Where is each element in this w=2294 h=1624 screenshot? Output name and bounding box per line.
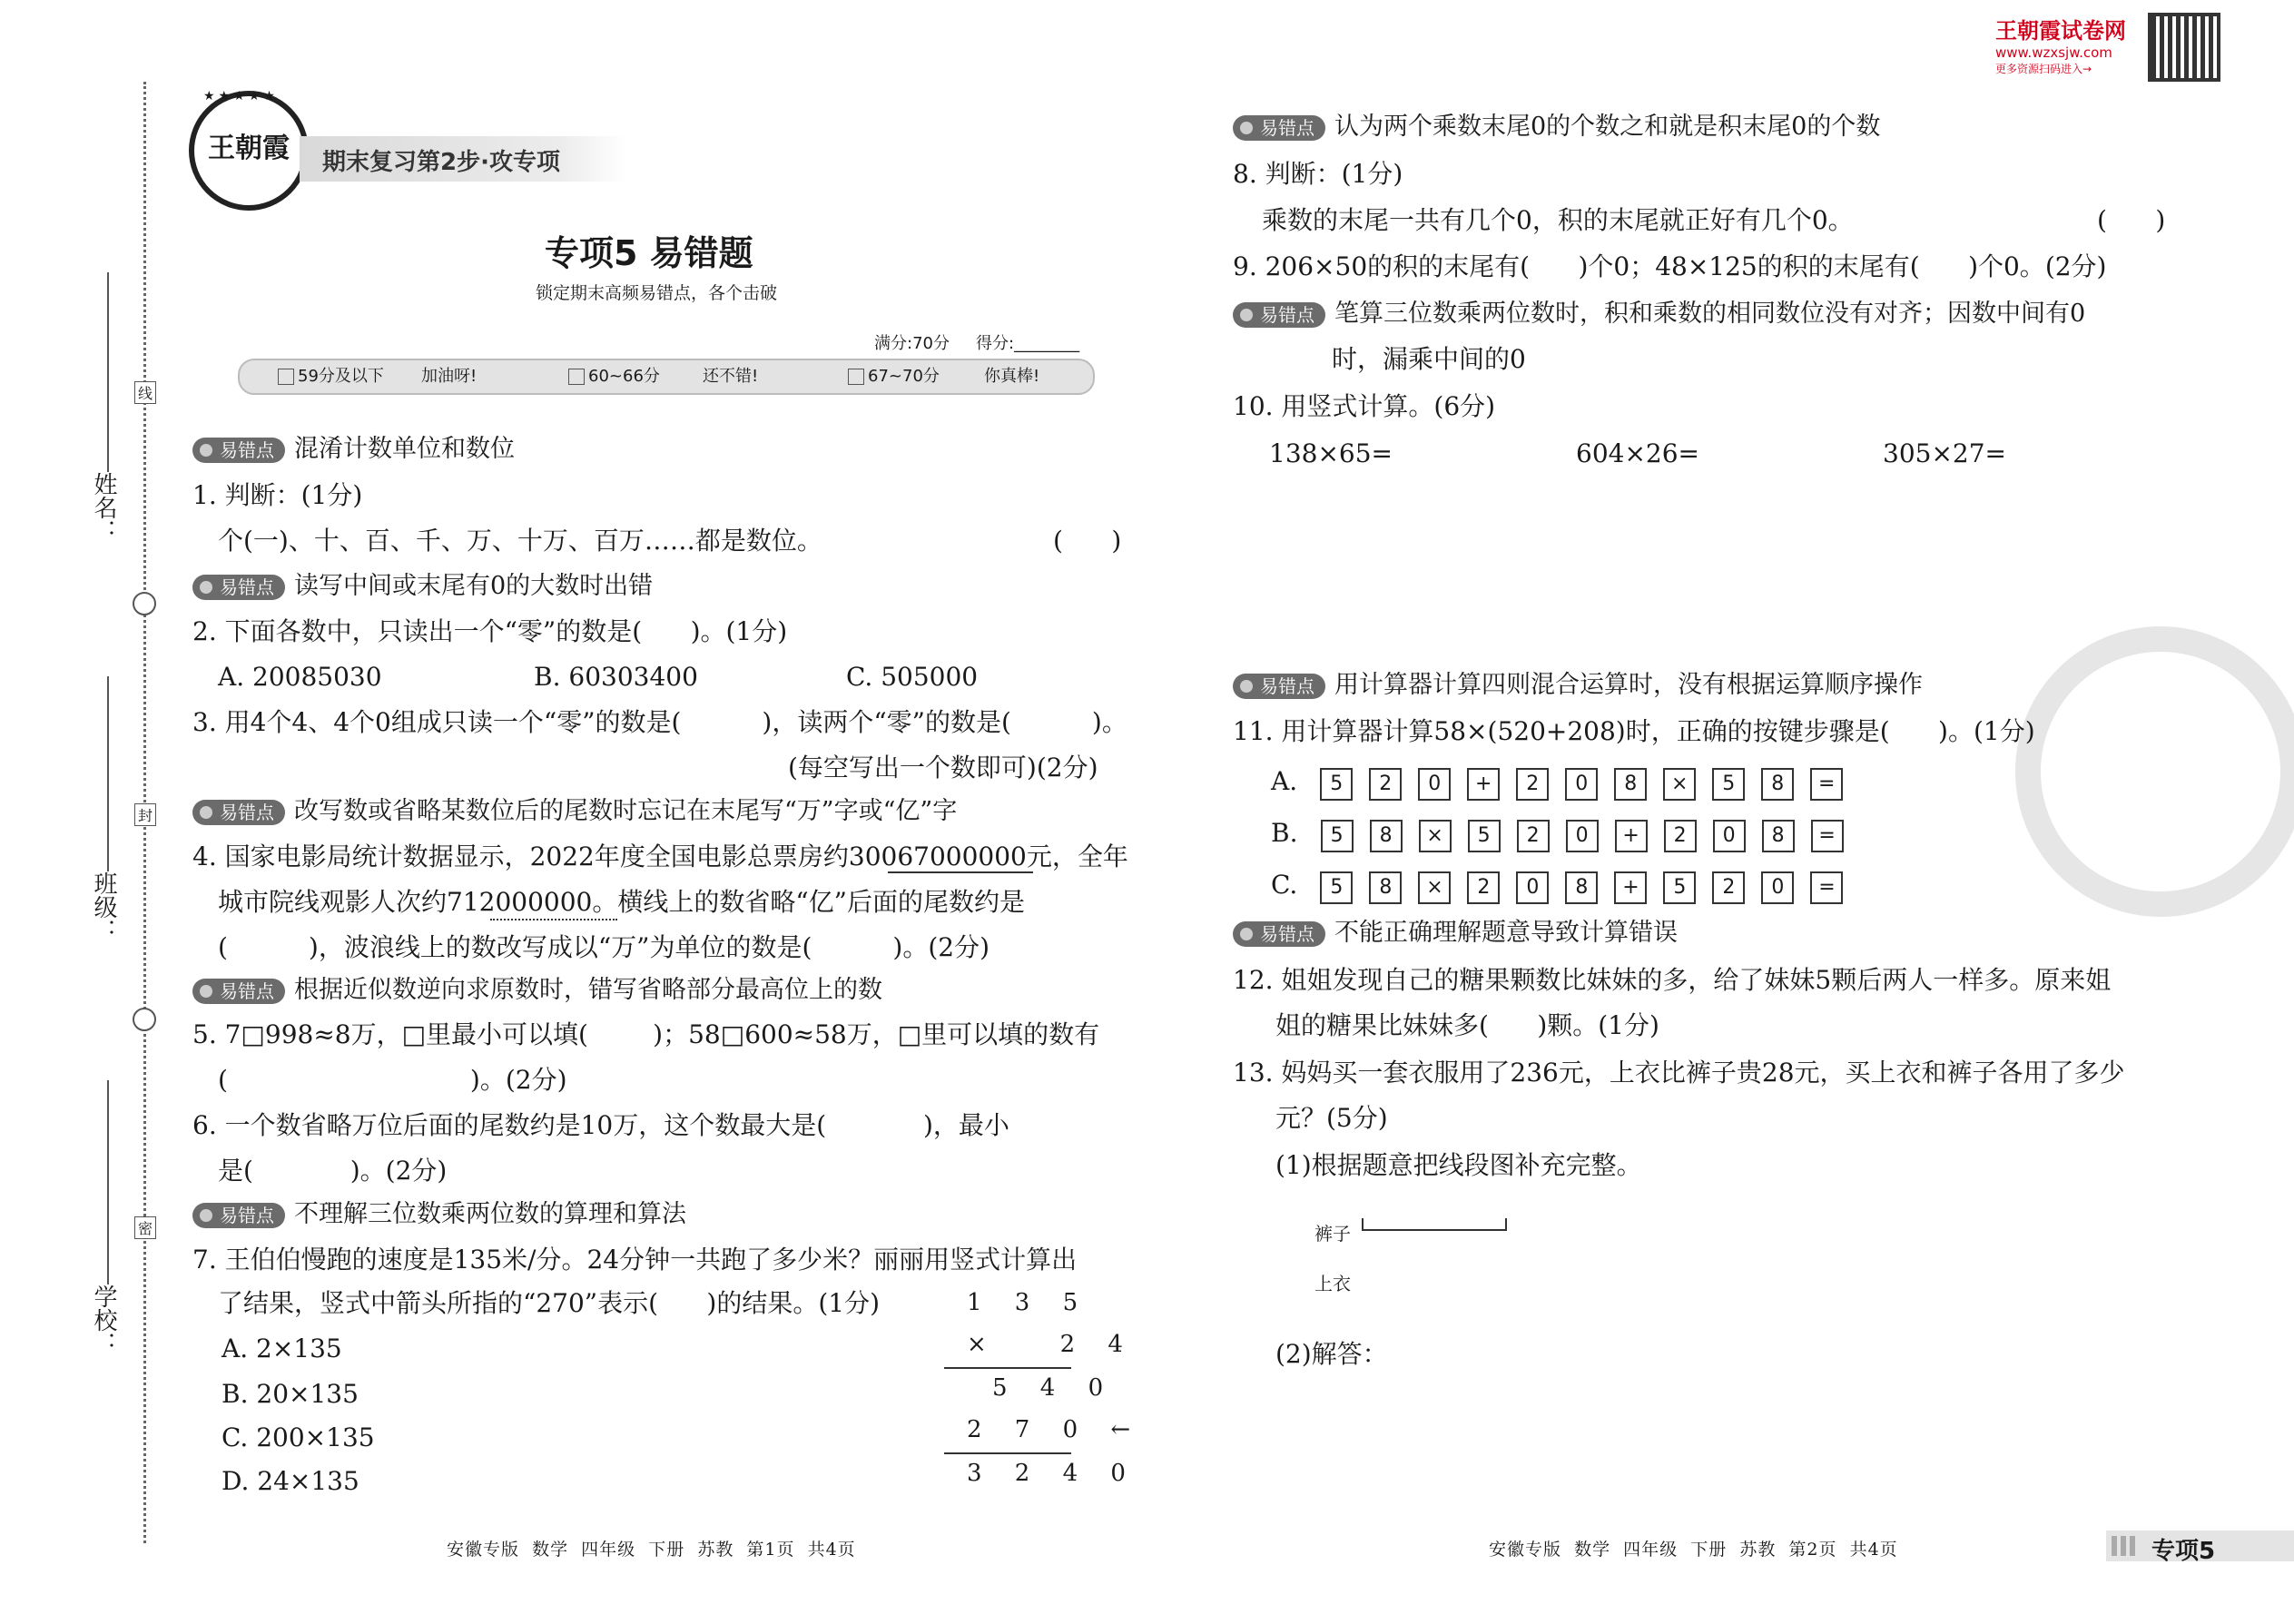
calculator-key: 8 (1565, 871, 1598, 904)
q11-option-b[interactable]: B. 5 8 × 5 2 0 + 2 0 8 = (1271, 817, 1860, 852)
calculator-key: 8 (1761, 768, 1794, 801)
score-level-1[interactable]: 59分及以下 (278, 360, 384, 393)
calculator-key: 0 (1566, 820, 1599, 852)
calculator-key: = (1811, 820, 1844, 852)
error-point-1: 易错点 混淆计数单位和数位 (192, 433, 515, 466)
q12-line2: 姐的糖果比妹妹多( )颗。(1分) (1275, 1010, 1659, 1040)
calc-rule (944, 1367, 1071, 1369)
calculator-key: + (1615, 820, 1648, 852)
calculator-key: 5 (1320, 871, 1353, 904)
site-url: www.wzxsjw.com (1995, 44, 2112, 61)
key-row-a (1320, 773, 1859, 795)
q1-answer-blank[interactable]: ( ) (1053, 526, 1122, 556)
q11-head: 11. 用计算器计算58×(520+208)时，正确的按键步骤是( )。(1分) (1233, 716, 2035, 746)
q4-wavy-line (490, 915, 617, 920)
calculator-key: 0 (1713, 820, 1746, 852)
calculator-key: 0 (1418, 768, 1451, 801)
calculator-key: 2 (1467, 871, 1500, 904)
calculator-key: × (1418, 871, 1451, 904)
q8-body: 乘数的末尾一共有几个0，积的末尾就正好有几个0。 (1262, 205, 1854, 235)
error-point-8: 易错点 用计算器计算四则混合运算时，没有根据运算顺序操作 (1233, 669, 1923, 702)
q11-option-c[interactable]: C. 5 8 × 2 0 8 + 5 2 0 = (1271, 869, 1859, 904)
site-name: 王朝霞试卷网 (1995, 18, 2126, 44)
cut-mark-seal: 封 (134, 803, 156, 826)
page-title: 专项5 易错题 (545, 233, 753, 273)
key-row-b (1321, 824, 1860, 847)
q6-line2: 是( )。(2分) (218, 1156, 448, 1186)
error-point-7-cont: 时，漏乘中间的0 (1332, 344, 1526, 374)
q4-underline (888, 871, 1033, 873)
calc-row-1: 1 3 5 (967, 1289, 1091, 1316)
school-underline (107, 1080, 109, 1284)
scissors-icon (133, 592, 156, 615)
calculator-key: 2 (1516, 768, 1549, 801)
full-score: 满分:70分 (874, 334, 950, 353)
calculator-key: 0 (1516, 871, 1549, 904)
q4-line3: ( )，波浪线上的数改写成以“万”为单位的数是( )。(2分) (218, 932, 989, 962)
calculator-key: 2 (1712, 871, 1745, 904)
calc-row-4: 2 7 0 ← (967, 1416, 1144, 1443)
q5-line2: ( )。(2分) (218, 1065, 567, 1095)
q2-option-c[interactable]: C. 505000 (846, 662, 979, 692)
q7-option-a[interactable]: A. 2×135 (222, 1334, 342, 1363)
right-footer: 安徽专版 数学 四年级 下册 苏教 第2页 共4页 (1489, 1540, 1898, 1560)
error-point-5: 易错点 不理解三位数乘两位数的算理和算法 (192, 1198, 686, 1231)
calculator-key: 2 (1664, 820, 1697, 852)
site-hint: 更多资源扫码进入→ (1995, 63, 2092, 75)
error-tag: 易错点 (192, 438, 285, 463)
calculator-key: 5 (1663, 871, 1696, 904)
header-banner-text: 期末复习第2步·攻专项 (322, 149, 560, 176)
cut-mark-secret: 密 (134, 1216, 156, 1239)
calculator-key: = (1810, 871, 1843, 904)
q7-line1: 7. 王伯伯慢跑的速度是135米/分。24分钟一共跑了多少米？丽丽用竖式计算出 (192, 1245, 1078, 1275)
q12-line1: 12. 姐姐发现自己的糖果颗数比妹妹的多，给了妹妹5颗后两人一样多。原来姐 (1233, 965, 2112, 995)
score-level-3[interactable]: 67~70分 (848, 360, 940, 393)
cut-mark-line: 线 (134, 381, 156, 404)
page-subtitle: 锁定期末高频易错点，各个击破 (536, 283, 778, 303)
q7-option-b[interactable]: B. 20×135 (222, 1379, 359, 1409)
segment-label-coat: 上衣 (1314, 1273, 1351, 1294)
calc-row-2: × 2 4 (967, 1331, 1136, 1358)
calculator-key: 8 (1614, 768, 1647, 801)
calculator-key: 0 (1761, 871, 1794, 904)
q7-line2: 了结果，竖式中箭头所指的“270”表示( )的结果。(1分) (218, 1288, 880, 1318)
calculator-key: 0 (1565, 768, 1598, 801)
q13-sub2: (2)解答： (1275, 1339, 1388, 1369)
q3-line1: 3. 用4个4、4个0组成只读一个“零”的数是( )，读两个“零”的数是( )。 (192, 707, 1127, 737)
site-logo (1995, 13, 2126, 76)
calc-row-3: 5 4 0 (992, 1374, 1117, 1402)
qr-code-icon[interactable] (2148, 13, 2220, 82)
q9: 9. 206×50的积的末尾有( )个0；48×125的积的末尾有( )个0。(2分) (1233, 251, 2107, 281)
q4-line2: 城市院线观影人次约712000000。横线上的数省略“亿”后面的尾数约是 (218, 887, 1025, 917)
class-label: 班级： (90, 871, 117, 942)
score-comment-3: 你真棒! (984, 367, 1040, 386)
header-banner (300, 136, 626, 182)
corner-label: 专项5 (2151, 1538, 2216, 1565)
q10-item-3: 305×27= (1883, 438, 2006, 468)
segment-pants[interactable] (1362, 1218, 1507, 1231)
calculator-key: × (1663, 768, 1696, 801)
error-point-2: 易错点 读写中间或末尾有0的大数时出错 (192, 570, 653, 603)
calculator-key: + (1614, 871, 1647, 904)
calculator-key: × (1419, 820, 1452, 852)
calculator-key: 5 (1320, 768, 1353, 801)
calculator-key: 8 (1762, 820, 1795, 852)
logo-text: 王朝霞 (208, 133, 290, 164)
name-underline (107, 272, 109, 472)
calculator-key: 8 (1370, 820, 1403, 852)
q1-head: 1. 判断：(1分) (192, 480, 363, 510)
calculator-key: 2 (1517, 820, 1550, 852)
score-comment-2: 还不错! (703, 367, 759, 386)
class-underline (107, 676, 109, 871)
q2-option-b[interactable]: B. 60303400 (534, 662, 698, 692)
calculator-key: 2 (1369, 768, 1402, 801)
error-point-9: 易错点 不能正确理解题意导致计算错误 (1233, 917, 1678, 950)
q3-line2: (每空写出一个数即可)(2分) (788, 753, 1098, 782)
error-point-6: 易错点 认为两个乘数末尾0的个数之和就是积末尾0的个数 (1233, 111, 1880, 143)
calculator-key: 5 (1712, 768, 1745, 801)
calculator-key: = (1810, 768, 1843, 801)
watermark-seal (2015, 626, 2294, 917)
logo-crown-icon: ★★★★★ (203, 89, 279, 103)
q11-option-a[interactable]: A. 5 2 0 + 2 0 8 × 5 8 = (1271, 765, 1859, 801)
q8-head: 8. 判断：(1分) (1233, 159, 1403, 189)
q7-option-c[interactable]: C. 200×135 (222, 1422, 375, 1452)
q10-item-1: 138×65= (1269, 438, 1393, 468)
error-point-3: 易错点 改写数或省略某数位后的尾数时忘记在末尾写“万”字或“亿”字 (192, 795, 957, 828)
q10-head: 10. 用竖式计算。(6分) (1233, 391, 1496, 421)
error-point-7: 易错点 笔算三位数乘两位数时，积和乘数的相同数位没有对齐；因数中间有0 (1233, 298, 2085, 330)
corner-grid-icon (2112, 1536, 2139, 1556)
q5-line1: 5. 7□998≈8万，□里最小可以填( )；58□600≈58万，□里可以填的数有 (192, 1019, 1100, 1049)
q13-line2: 元？(5分) (1275, 1103, 1388, 1133)
calculator-key: + (1467, 768, 1500, 801)
calc-row-5: 3 2 4 0 (967, 1460, 1138, 1487)
scissors-icon (133, 1008, 156, 1031)
q7-option-d[interactable]: D. 24×135 (222, 1466, 359, 1496)
score-comment-1: 加油呀! (421, 367, 478, 386)
brand-logo (189, 91, 309, 211)
q10-item-2: 604×26= (1576, 438, 1699, 468)
segment-label-pants: 裤子 (1314, 1223, 1351, 1245)
left-footer: 安徽专版 数学 四年级 下册 苏教 第1页 共4页 (447, 1540, 856, 1560)
school-label: 学校： (90, 1284, 117, 1355)
q13-sub1: (1)根据题意把线段图补充完整。 (1275, 1150, 1642, 1180)
q6-line1: 6. 一个数省略万位后面的尾数约是10万，这个数最大是( )，最小 (192, 1110, 1009, 1140)
q1-body: 个(一)、十、百、千、万、十万、百万……都是数位。 (218, 526, 822, 556)
key-row-c (1320, 876, 1859, 899)
q2-head: 2. 下面各数中，只读出一个“零”的数是( )。(1分) (192, 616, 788, 646)
calculator-key: 5 (1321, 820, 1354, 852)
score-level-2[interactable]: 60~66分 (568, 360, 660, 393)
calculator-key: 5 (1468, 820, 1501, 852)
error-point-4: 易错点 根据近似数逆向求原数时，错写省略部分最高位上的数 (192, 974, 882, 1007)
name-label: 姓名： (90, 472, 117, 543)
q4-line1: 4. 国家电影局统计数据显示，2022年度全国电影总票房约30067000000元，全年 (192, 842, 1128, 871)
calculator-key: 8 (1369, 871, 1402, 904)
calc-rule (944, 1452, 1071, 1454)
score-scale-bar (238, 359, 1095, 395)
q13-line1: 13. 妈妈买一套衣服用了236元，上衣比裤子贵28元，买上衣和裤子各用了多少 (1233, 1058, 2125, 1088)
q2-option-a[interactable]: A. 20085030 (218, 662, 382, 692)
score-field[interactable]: 得分:________ (976, 334, 1080, 353)
q8-answer-blank[interactable]: ( ) (2097, 205, 2166, 235)
